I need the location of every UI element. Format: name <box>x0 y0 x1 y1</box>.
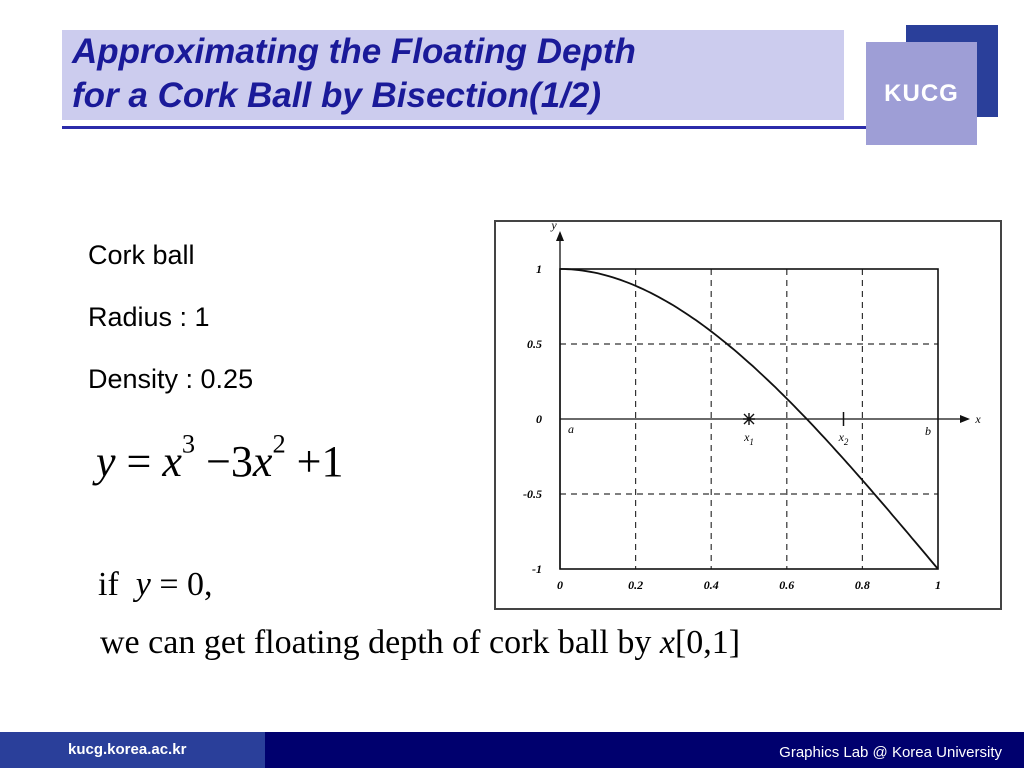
annotation-2: $x_1$ <box>744 430 754 447</box>
page-title <box>72 30 842 118</box>
eq-exp-3: 3 <box>181 428 196 459</box>
cond-rest: = 0, <box>159 566 213 603</box>
y-axis-arrow <box>556 231 564 241</box>
conclusion-var: x <box>659 624 675 661</box>
footer-url: kucg.korea.ac.kr <box>68 741 187 758</box>
cubic-equation <box>96 428 344 487</box>
x-tick-label-0: 0 <box>557 578 563 592</box>
y-tick-label-2: 0 <box>536 412 542 426</box>
y-tick-label-4: -1 <box>532 562 542 576</box>
function-graph <box>494 220 1002 610</box>
eq-x1: x <box>162 437 182 486</box>
graph-svg <box>496 222 1000 608</box>
info-radius: Radius : 1 <box>88 302 210 332</box>
kucg-logo <box>866 42 977 145</box>
x-tick-label-2: 0.4 <box>703 578 719 592</box>
eq-x2: x <box>252 437 273 486</box>
info-cork-ball: Cork ball <box>88 240 195 270</box>
eq-exp-2: 2 <box>272 428 286 459</box>
title-underline <box>62 126 868 129</box>
data-point-9 <box>900 524 901 525</box>
eq-y: y <box>96 437 116 486</box>
logo-text: KUCG <box>884 79 959 107</box>
x-tick-label-4: 0.8 <box>854 578 870 592</box>
eq-minus-3: −3 <box>206 437 253 486</box>
x-tick-label-3: 0.6 <box>779 578 795 592</box>
footer-lab-name: Graphics Lab @ Korea University <box>779 744 1002 761</box>
eq-plus-1: +1 <box>296 437 344 486</box>
data-point-0 <box>559 268 560 269</box>
y-tick-label-3: -0.5 <box>523 487 542 501</box>
y-tick-label-0: 1 <box>536 262 542 276</box>
eq-equals: = <box>126 437 152 486</box>
data-point-2 <box>635 285 636 286</box>
data-point-4 <box>711 331 712 332</box>
data-point-8 <box>862 480 863 481</box>
cond-y: y <box>135 566 151 603</box>
x-axis-arrow <box>960 415 970 423</box>
conclusion-interval: [0,1] <box>674 624 741 661</box>
conclusion-text: we can get floating depth of cork ball by <box>100 624 652 661</box>
info-density: Density : 0.25 <box>88 364 254 394</box>
x-axis-label: x <box>975 412 981 426</box>
cond-if: if <box>98 566 119 603</box>
y-tick-label-1: 0.5 <box>527 337 542 351</box>
marker-x1 <box>743 413 755 425</box>
data-point-6 <box>786 398 787 399</box>
annotation-0: a <box>568 422 574 436</box>
annotation-3: $x_2$ <box>838 430 849 447</box>
data-point-7 <box>824 437 825 438</box>
title-line-2: for a Cork Ball by Bisection(1/2) <box>72 76 602 115</box>
y-axis-label: y <box>551 222 557 232</box>
data-point-10 <box>937 568 938 569</box>
data-point-3 <box>673 305 674 306</box>
conclusion-line <box>100 624 740 662</box>
x-tick-label-1: 0.2 <box>628 578 644 592</box>
title-line-1: Approximating the Floating Depth <box>72 32 636 71</box>
data-point-1 <box>597 273 598 274</box>
data-point-5 <box>748 362 749 363</box>
annotation-1: b <box>925 424 931 438</box>
condition-line <box>98 566 213 604</box>
x-tick-label-5: 1 <box>935 578 941 592</box>
